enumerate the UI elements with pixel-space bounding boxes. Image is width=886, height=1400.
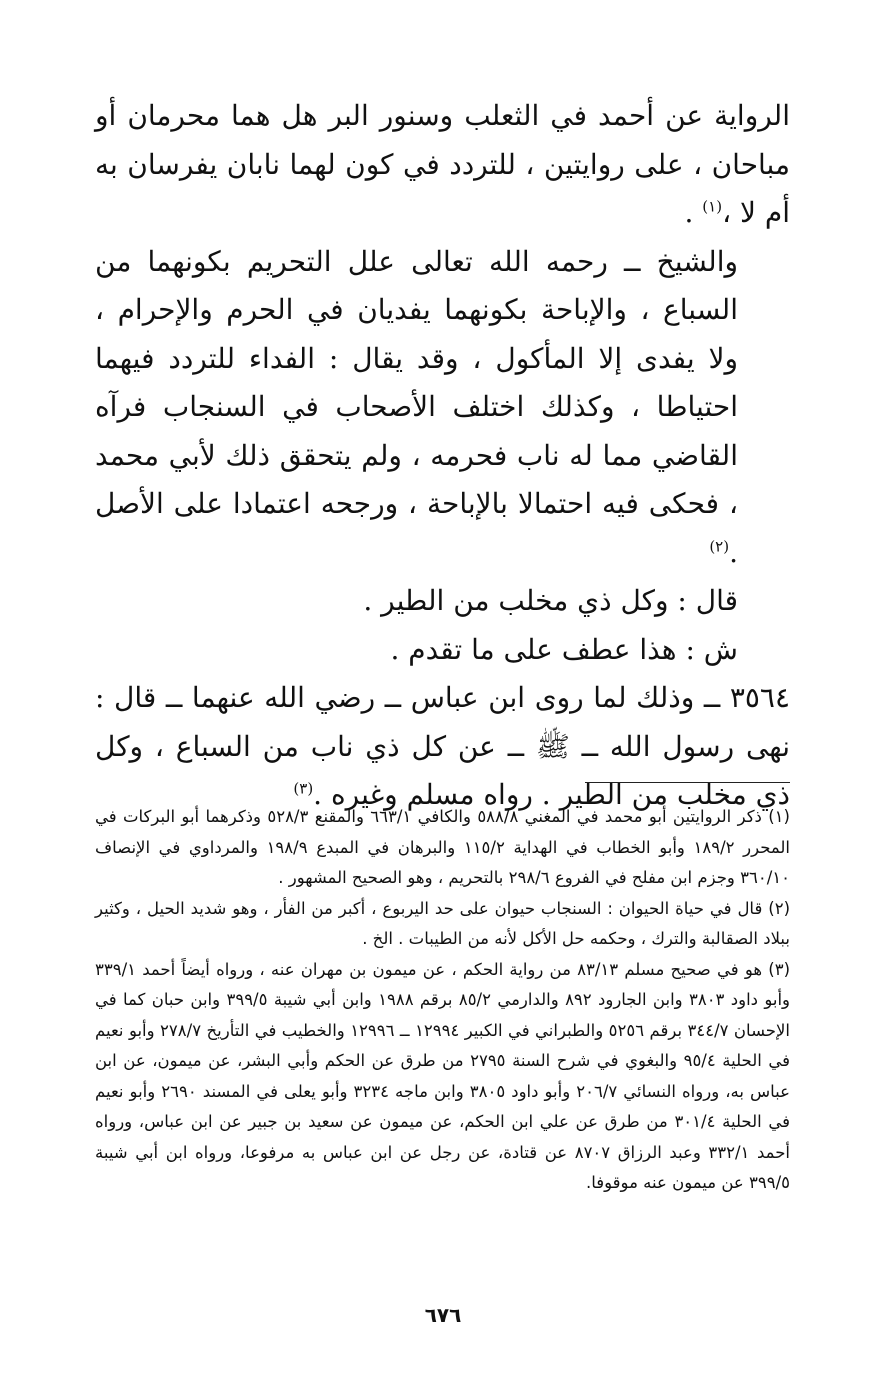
footnote-divider (585, 782, 790, 783)
paragraph-1 (95, 92, 790, 238)
paragraph-4: ش : هذا عطف على ما تقدم . (390, 632, 738, 666)
paragraph-2 (95, 238, 790, 578)
paragraph-1-text: الرواية عن أحمد في الثعلب وسنور البر هل هما محرمان أو مباحان ، على روايتين ، للتردد في كون لهما نابان يفرسان به أم لا ، (95, 99, 790, 229)
paragraph-2-text: والشيخ ــ رحمه الله تعالى علل التحريم بكونهما من السباع ، والإباحة بكونهما يفديان في الحرم والإحرام ، ولا يفدى إلا المأكول ، وقد يقال : الفداء للتردد فيهما احتياطا ، وكذلك اختلف الأصحاب في السنجاب فرآه القاضي مما له ناب فحرمه ، ولم يتحقق ذلك لأبي محمد ، فحكى فيه احتمالا بالإباحة ، ورجحه اعتمادا على الأصل . (95, 244, 739, 569)
footnote-1: (١) ذكر الروايتين أبو محمد في المغني ٥٨٨/٨ والكافي ٦٦٣/١ والمقنع ٥٢٨/٣ وذكرهما أبو البركات في المحرر ١٨٩/٢ وأبو الخطاب في الهداية ١١٥/٢ والبرهان في المبدع ١٩٨/٩ والمرداوي في الإنصاف ٣٦٠/١٠ وجزم ابن مفلح في الفروع ٢٩٨/٦ بالتحريم ، وهو الصحيح المشهور . (95, 807, 791, 887)
footnote-ref-1[interactable]: (١) (702, 197, 723, 216)
footnotes (95, 802, 790, 1199)
footnote-3: (٣) هو في صحيح مسلم ٨٣/١٣ من رواية الحكم ، عن ميمون بن مهران عنه ، ورواه أيضاً أحمد ٣٣٩/١ وأبو داود ٣٨٠٣ وابن الجارود ٨٩٢ والدارمي ٨٥/٢ برقم ١٩٨٨ وابن أبي شيبة ٣٩٩/٥ وابن حبان كما في الإحسان ٣٤٤/٧ برقم ٥٢٥٦ والطبراني في الكبير ١٢٩٩٤ ــ ١٢٩٩٦ والخطيب في التأريخ ٢٧٨/٧ وأبو نعيم في الحلية ٩٥/٤ والبغوي في شرح السنة ٢٧٩٥ من طرق عن الحكم وأبي البشر، عن ميمون، عن ابن عباس به، ورواه النسائي ٢٠٦/٧ وأبو داود ٣٨٠٥ وابن ماجه ٣٢٣٤ وأبو يعلى في المسند ٢٦٩٠ وأبو نعيم في الحلية ٣٠١/٤ من طرق عن علي ابن الحكم، عن ميمون عن سعيد بن جبير عن ابن عباس، ورواه أحمد ٣٣٢/١ وعبد الرزاق ٨٧٠٧ عن قتادة، عن رجل عن ابن عباس به مرفوعا، ورواه ابن أبي شيبة ٣٩٩/٥ عن ميمون عنه موقوفا. (95, 959, 791, 1192)
main-text (95, 92, 790, 820)
paragraph-5 (95, 674, 790, 820)
paragraph-5-text: ٣٥٦٤ ــ وذلك لما روى ابن عباس ــ رضي الله عنهما ــ قال : نهى رسول الله ــ ﷺ ــ عن كل ذي ناب من السباع ، وكل ذي مخلب من الطير . رواه مسلم وغيره . (95, 681, 790, 811)
paragraph-1-end: . (684, 196, 703, 229)
page-number: ٦٧٦ (424, 1303, 462, 1327)
footnote-2: (٢) قال في حياة الحيوان : السنجاب حيوان على حد اليربوع ، أكبر من الفأر ، وهو شديد الحيل ، وكثير ببلاد الصقالبة والترك ، وحكمه حل الأكل لأنه من الطيبات . الخ . (95, 898, 790, 948)
paragraph-3: قال : وكل ذي مخلب من الطير . (363, 584, 738, 617)
footnote-ref-3[interactable]: (٣) (293, 779, 314, 798)
footnote-ref-2[interactable]: (٢) (709, 537, 730, 556)
